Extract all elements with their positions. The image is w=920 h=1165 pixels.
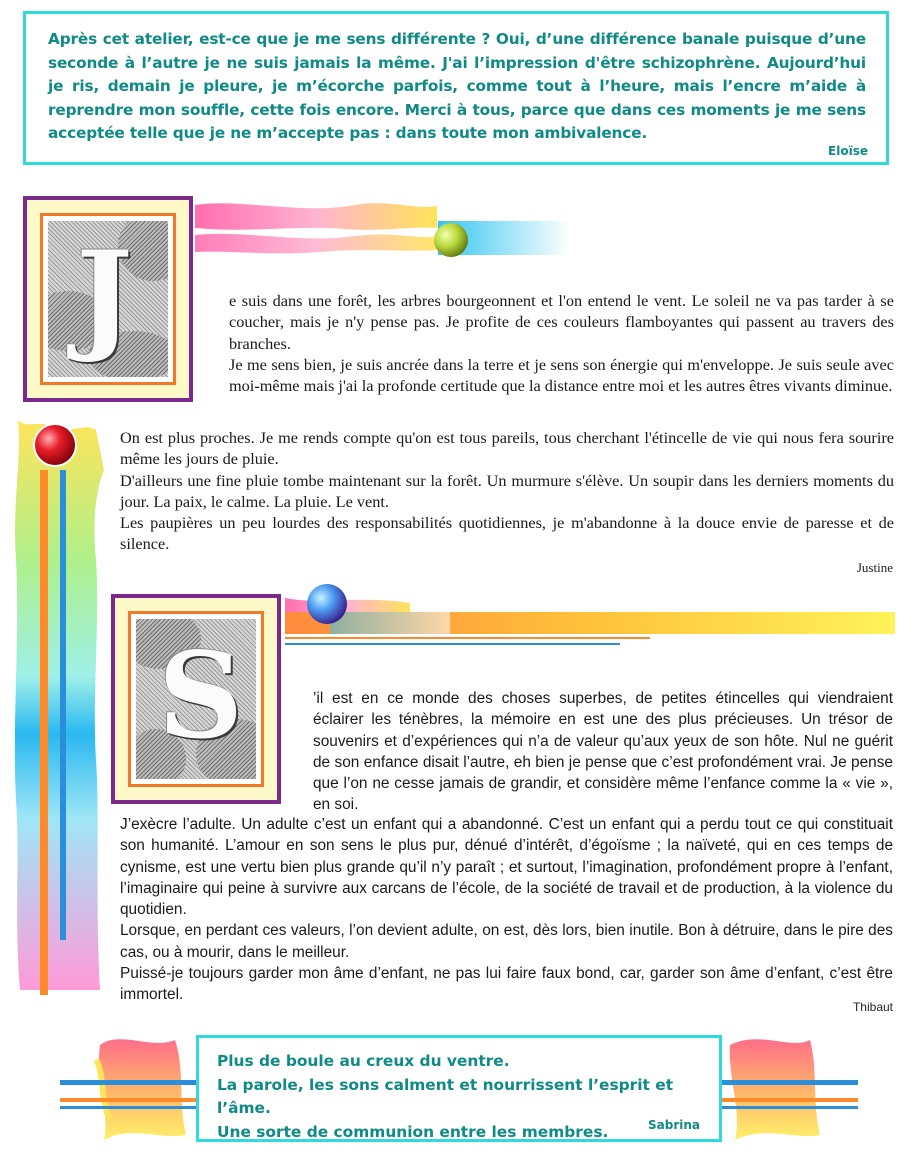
thibaut-paragraph-3: Lorsque, en perdant ces valeurs, l’on devient adulte, on est, dès lors, bien inutile. Bon à détruire, dans le pire des cas, ou à mourir, dans le meilleur. bbox=[120, 922, 893, 961]
thibaut-signature: Thibaut bbox=[852, 1000, 893, 1014]
thibaut-paragraph-4: Puissé-je toujours garder mon âme d’enfant, ne pas lui faire faux bond, car, garder son âme d’enfant, c’est être immortel. bbox=[120, 965, 893, 1004]
justine-paragraph-4: D'ailleurs une fine pluie tombe maintenant sur la forêt. Un murmure s'élève. Un soupir dans les derniers moments du jour. La paix, le calme. La pluie. Le vent. bbox=[120, 470, 894, 511]
dropcap-s-letter: S bbox=[158, 626, 244, 765]
justine-signature: Justine bbox=[856, 560, 893, 575]
eloise-text: Après cet atelier, est-ce que je me sens différente ? Oui, d’une différence banale puisque d’une seconde à l’autre je ne suis jamais la même. J'ai l’impression d'être schizophrène. Aujourd’hui je ris, demain je pleure, je m’écorche parfois, comme tout à l’heure, mais l’encre m’aide à reprendre mon souffle, cette fois encore. Merci à tous, parce que dans ces moments je me sens acceptée telle que je ne m’accepte pas : dans toute mon ambivalence. bbox=[48, 30, 866, 142]
thibaut-paragraph-2: J’exècre l’adulte. Un adulte c’est un enfant qui a abandonné. C’est un enfant qui a perdu tout ce qui constituait son humanité. L’amour en son sens le plus pur, dénué d’intérêt, d’égoïsme ; la naïveté, qui en ces temps de cynisme, est une vertu bien plus grande qu’il n’y paraît ; et surtout, l’imagination, profondément propre à l’enfant, l’imaginaire qui peine à survivre aux carcans de l’école, de la société de travail et de production, à la violence du quotidien. bbox=[120, 816, 893, 919]
eloise-quote-box bbox=[23, 11, 889, 165]
sabrina-quote-box bbox=[196, 1035, 722, 1142]
justine-paragraph-3: On est plus proches. Je me rends compte qu'on est tous pareils, tous cherchant l'étincelle de vie qui nous fera sourire même les jours de pluie. bbox=[120, 428, 894, 469]
justine-full-text bbox=[120, 427, 894, 555]
thibaut-paragraph-1: ’il est en ce monde des choses superbes, de petites étincelles qui viendraient éclairer les ténèbres, la mémoire en est une des plus précieuses. Un trésor de souvenirs et d’expériences qui n’a de valeur qu’aux yeux de son hôte. Nul ne guérit de son enfance disait l’autre, eh bien je pense que c’est profondément vrai. Je pense que l’on ne cesse jamais de grandir, et considère même l’enfance comme la « vie », en soi. bbox=[313, 690, 893, 814]
thibaut-indented-text bbox=[313, 688, 893, 816]
dropcap-s-frame bbox=[111, 594, 281, 804]
sabrina-signature: Sabrina bbox=[648, 1118, 701, 1132]
dropcap-s-image bbox=[136, 619, 256, 779]
sabrina-line-3: Une sorte de communion entre les membres. bbox=[217, 1122, 609, 1141]
sabrina-line-1: Plus de boule au creux du ventre. bbox=[217, 1052, 510, 1070]
justine-paragraph-5: Les paupières un peu lourdes des responsabilités quotidiennes, je m'abandonne à la douce envie de paresse et de silence. bbox=[120, 513, 894, 554]
dropcap-j-frame bbox=[23, 196, 193, 402]
thibaut-full-text bbox=[120, 814, 893, 1006]
eloise-signature: Eloïse bbox=[828, 144, 868, 158]
sabrina-line-2: La parole, les sons calment et nourrissent l’esprit et l’âme. bbox=[217, 1075, 674, 1117]
justine-indented-text bbox=[229, 290, 894, 396]
justine-paragraph-2: Je me sens bien, je suis ancrée dans la terre et je sens son énergie qui m'enveloppe. Je suis seule avec moi-même mais j'ai la profonde certitude que la distance entre moi et les autres êtres vivants diminue. bbox=[229, 354, 894, 396]
justine-paragraph-1: e suis dans une forêt, les arbres bourgeonnent et l'on entend le vent. Le soleil ne va pas tarder à se coucher, mais je n'y pense pas. Je profite de ces couleurs flamboyantes qui passent au travers des branches. bbox=[229, 291, 894, 353]
dropcap-j-letter: J bbox=[76, 225, 133, 366]
dropcap-j-image bbox=[48, 221, 168, 377]
